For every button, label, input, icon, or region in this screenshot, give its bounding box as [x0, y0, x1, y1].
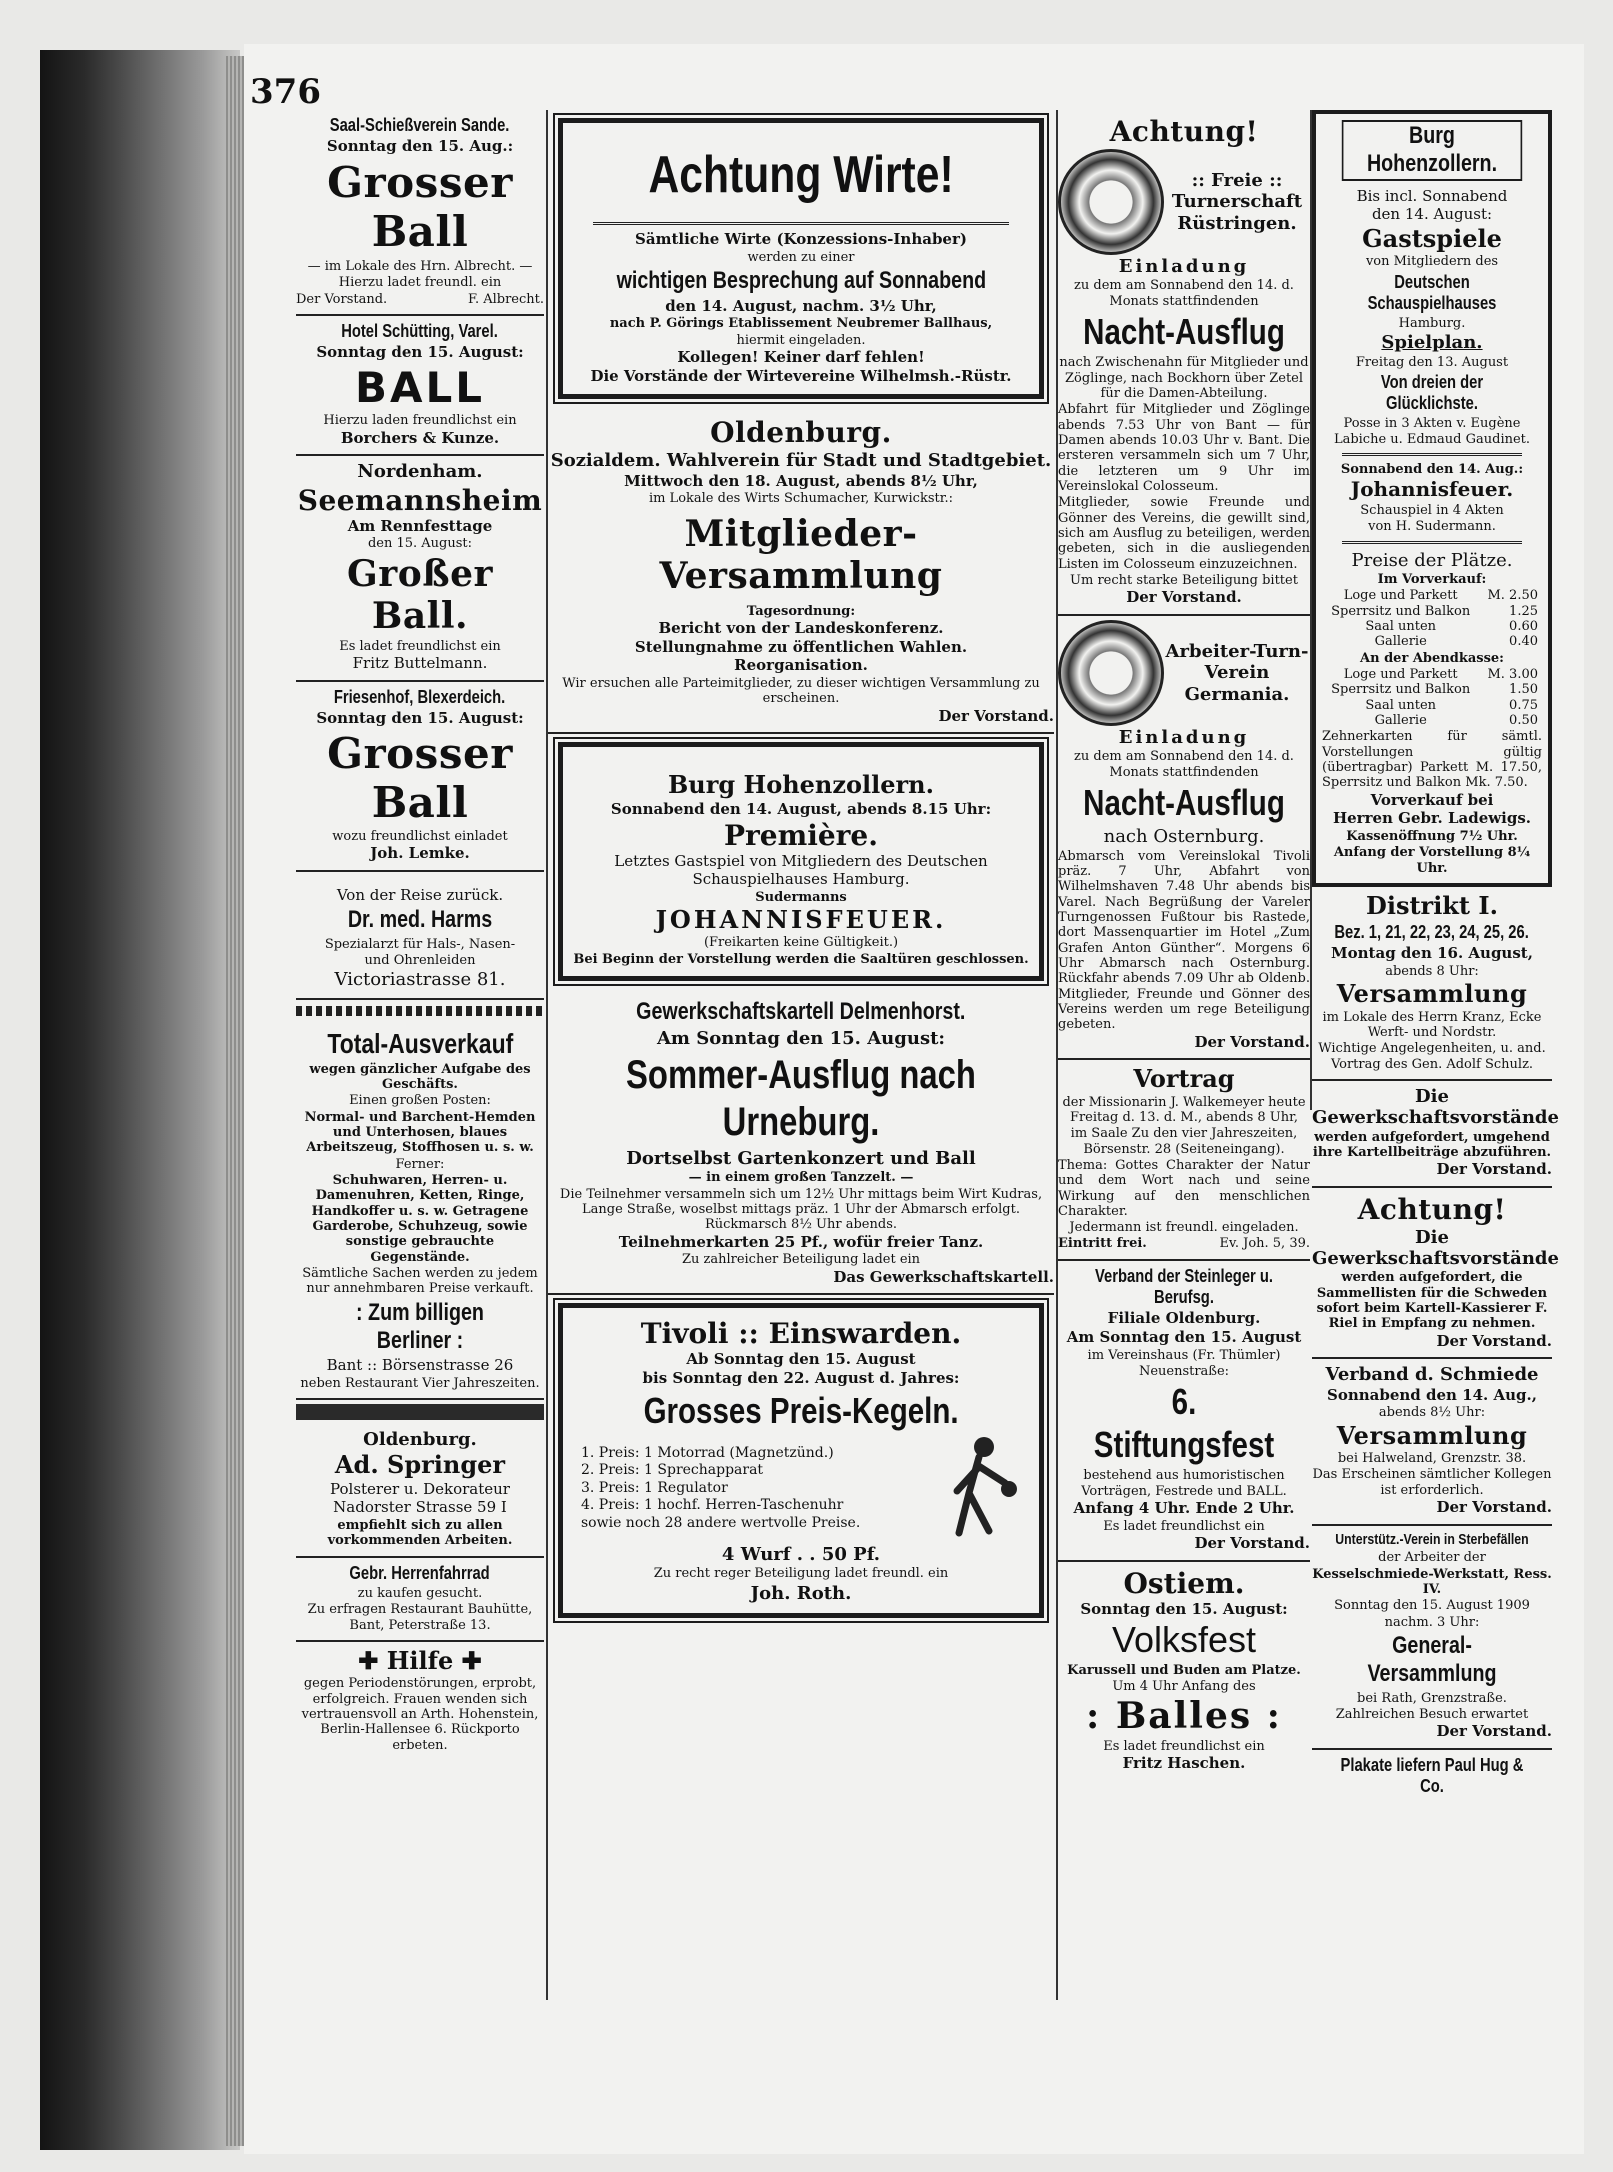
- table-cell: 0.75: [1509, 697, 1538, 713]
- column-4: [1312, 110, 1559, 1804]
- ad-sign: Borchers & Kunze.: [340, 428, 500, 447]
- ad-text: Kollegen! Keiner darf fehlen!: [677, 348, 925, 367]
- ad-text: Karussell und Buden am Platze.: [1067, 1662, 1301, 1678]
- ad-sign: Joh. Lemke.: [370, 844, 470, 863]
- ad-burg-hohenzollern-premiere: [558, 742, 1044, 981]
- prize-item: 3. Preis: 1 Regulator: [581, 1479, 728, 1496]
- ad-headline: 6. Stiftungsfest: [1093, 1381, 1275, 1465]
- ad-text: den 14. August, nachm. 3½ Uhr,: [665, 296, 937, 315]
- prize-item: 2. Preis: 1 Sprechapparat: [581, 1462, 764, 1479]
- ad-text: den 14. August:: [1371, 205, 1493, 224]
- ad-text: Kassenöffnung 7½ Uhr.: [1346, 828, 1518, 844]
- ad-text: Um recht starke Beteiligung bittet: [1070, 572, 1298, 588]
- ad-text: Eintritt frei.: [1058, 1236, 1147, 1252]
- ad-text: Vorverkauf bei: [1370, 790, 1494, 809]
- ad-text: Preise der Plätze.: [1351, 549, 1513, 571]
- ad-title: Die Gewerkschaftsvorstände: [1312, 1086, 1559, 1129]
- ad-headline: Gastspiele: [1362, 224, 1502, 253]
- ad-text: nach Zwischenahn für Mitglieder und Zöglinge, nach Bockhorn über Zetel für die Damen-Abteilung.: [1059, 355, 1309, 402]
- ad-text: Mitglieder, sowie Freunde und Gönner des Vereins, die gewillt sind, sich am Ausflug zu beteiligen, werden gebeten, sich in die ausliegenden Listen im Colosseum einzuzeichnen.: [1058, 495, 1310, 572]
- ad-text: Abfahrt für Mitglieder und Zöglinge abends 7.53 Uhr von Bant — für Damen abends 10.03 Uhr v. Bant. Die ersteren versammeln sich um 7 Uhr, die letzteren um 9 Uhr im Vereinslokal Colosseum.: [1058, 402, 1310, 495]
- ad-text: :: Freie :: Turnerschaft Rüstringen.: [1171, 170, 1303, 234]
- club-emblem-icon: [1058, 149, 1164, 255]
- ad-text: Schauspiel in 4 Akten: [1360, 503, 1504, 519]
- ad-text: Zehnerkarten für sämtl. Vorstellungen gültig (übertragbar) Parkett M. 17.50, Sperrsitz und Balkon Mk. 7.50.: [1322, 729, 1542, 791]
- ad-text: zu dem am Sonnabend den 14. d. Monats stattfindenden: [1074, 278, 1294, 309]
- ad-text: Sonntag den 15. August:: [1080, 1599, 1288, 1618]
- ad-text: Zu recht reger Beteiligung ladet freundl. ein: [653, 1566, 949, 1582]
- ad-text: empfiehlt sich zu allen vorkommenden Arbeiten.: [327, 1518, 513, 1549]
- ad-text: zu kaufen gesucht.: [357, 1586, 483, 1602]
- ad-headline: : Zum billigen Berliner :: [356, 1298, 484, 1354]
- rule: [1342, 541, 1522, 544]
- ad-title: Verband d. Schmiede: [1325, 1364, 1539, 1386]
- ad-unterstuetzungsverein: [1312, 1526, 1552, 1750]
- table-cell: Sperrsitz und Balkon: [1331, 603, 1471, 619]
- ad-text: Spielplan.: [1381, 332, 1483, 354]
- ad-date: Sonntag den 15. August:: [316, 708, 524, 727]
- ad-text: Hierzu laden freundlichst ein: [323, 413, 517, 429]
- ad-text: Am Rennfesttage: [347, 516, 493, 535]
- ad-sign: Der Vorstand.: [296, 291, 388, 307]
- ad-text: Ab Sonntag den 15. August: [686, 1350, 916, 1369]
- rule: [593, 222, 1009, 225]
- ad-headline: Nacht-Ausflug: [1083, 781, 1285, 823]
- ad-gewerkschaftsvorstaende: [1312, 1081, 1559, 1188]
- ad-text: Wichtige Angelegenheiten, u. and. Vortrag des Gen. Adolf Schulz.: [1318, 1041, 1546, 1072]
- ad-text: Sonnabend den 14. Aug.:: [1340, 462, 1524, 478]
- ad-text: bei Rath, Grenzstraße.: [1357, 1690, 1507, 1706]
- ad-achtung-wirte: [558, 118, 1044, 399]
- price-table: [1322, 588, 1542, 649]
- ad-text: Tagesordnung:: [746, 603, 856, 619]
- ad-verband-schmiede: [1312, 1359, 1552, 1525]
- ad-text: Bant :: Börsenstrasse 26: [326, 1356, 514, 1375]
- ad-sign: Der Vorstand.: [1194, 1533, 1310, 1552]
- ad-steinleger: [1058, 1261, 1310, 1562]
- ad-title: Verband der Steinleger u. Berufsg.: [1094, 1265, 1273, 1308]
- ad-title: Achtung!: [1109, 115, 1259, 148]
- ad-text: (Freikarten keine Gültigkeit.): [703, 935, 899, 951]
- ad-text: Anfang 4 Uhr. Ende 2 Uhr.: [1073, 1498, 1295, 1517]
- ad-hotel-schuetting: [296, 316, 544, 456]
- ad-nordenham: [296, 456, 544, 681]
- ad-saal-schiessverein: [296, 110, 544, 316]
- ad-text: nach P. Görings Etablissement Neubremer Ballhaus,: [609, 316, 993, 332]
- ad-gewerkschaftskartell-delmenhorst: [548, 993, 1054, 1295]
- ad-sign: Der Vorstand.: [1436, 1722, 1552, 1741]
- ad-title: Distrikt I.: [1366, 890, 1498, 920]
- ad-text: Dortselbst Gartenkonzert und Ball: [626, 1147, 976, 1169]
- ad-text: Neuenstraße:: [1138, 1363, 1230, 1379]
- ad-headline: JOHANNISFEUER.: [655, 905, 947, 935]
- ad-text: Teilnehmerkarten 25 Pf., wofür freier Tanz.: [618, 1232, 984, 1251]
- ornament-rule: [296, 1404, 544, 1420]
- ad-title: Saal-Schießverein Sande.: [330, 115, 510, 135]
- ad-text: Ferner:: [395, 1156, 445, 1172]
- ad-text: Sozialdem. Wahlverein für Stadt und Stadtgebiet.: [550, 450, 1052, 472]
- ad-text: abends 8½ Uhr:: [1378, 1405, 1486, 1421]
- bowler-illustration-icon: [939, 1433, 1029, 1543]
- ad-text: Abmarsch vom Vereinslokal Tivoli präz. 7 Uhr, Abfahrt von Wilhelmshaven 7.48 Uhr abends bis Varel. Nach Begrüßung der Vareler Turngenossen Fußtour bis Rastede, dort Massenquartier im Hotel „Zum Grafen Anton Günther“. Morgens 6 Uhr Abmarsch nach Osternburg. Rückfahr abends 7.09 Uhr ab Oldenb. Mitglieder, Freunde und Gönner des Vereins werden um rege Beteiligung gebeten.: [1058, 848, 1310, 1033]
- ad-springer: [296, 1424, 544, 1558]
- ad-text: bei Halweland, Grenzstr. 38.: [1337, 1450, 1527, 1466]
- page-stack-edge: [226, 56, 244, 2146]
- ad-text: Jedermann ist freundl. eingeladen.: [1069, 1220, 1299, 1236]
- ad-title: Oldenburg.: [363, 1429, 477, 1451]
- table-cell: 1.50: [1509, 682, 1538, 698]
- ad-text: und Ohrenleiden: [364, 953, 476, 969]
- ad-text: bis Sonntag den 22. August d. Jahres:: [642, 1368, 960, 1387]
- ad-text: im Saale Zu den vier Jahreszeiten, Börsenstr. 28 (Seiteneingang).: [1070, 1126, 1298, 1157]
- ad-text: Polsterer u. Dekorateur: [330, 1479, 510, 1498]
- ad-distrikt: [1312, 887, 1552, 1081]
- ad-text: Sämtliche Wirte (Konzessions-Inhaber): [635, 230, 967, 249]
- ad-headline: Sommer-Ausflug nach Urneburg.: [626, 1052, 976, 1144]
- ad-sign: Der Vorstand.: [938, 706, 1054, 725]
- ad-text: gegen Periodenstörungen, erprobt, erfolgreich. Frauen wenden sich vertrauensvoll an Arth. Hohenstein, Berlin-Hallensee 6. Rückporto erbeten.: [301, 1676, 539, 1753]
- ad-text: Nadorster Strasse 59 I: [333, 1498, 507, 1517]
- ad-text: Um 4 Uhr Anfang des: [1112, 1679, 1256, 1695]
- ad-text: Am Sonntag den 15. August: [1066, 1327, 1302, 1346]
- ad-date: Sonntag den 15. Aug.:: [326, 137, 514, 156]
- ad-sign: Fritz Haschen.: [1122, 1754, 1246, 1773]
- ad-text: Kesselschmiede-Werkstatt, Ress. IV.: [1312, 1566, 1552, 1597]
- ad-title: Hotel Schütting, Varel.: [341, 321, 499, 341]
- ad-text: An der Abendkasse:: [1360, 650, 1504, 666]
- price-table: [1322, 667, 1542, 728]
- ad-headline: BALL: [354, 362, 486, 412]
- ad-text: Filiale Oldenburg.: [1107, 1309, 1261, 1328]
- ad-text: sowie noch 28 andere wertvolle Preise.: [581, 1514, 861, 1531]
- ad-text: Zu zahlreicher Beteiligung ladet ein: [681, 1252, 921, 1268]
- ad-freie-turnerschaft: [1058, 110, 1310, 616]
- ad-sign: Der Vorstand.: [1436, 1497, 1552, 1516]
- ad-text: Einen großen Posten:: [349, 1093, 491, 1109]
- ad-text: Von dreien der Glücklichste.: [1380, 372, 1484, 414]
- ad-title: Plakate liefern Paul Hug & Co.: [1340, 1754, 1524, 1797]
- ad-sign: Der Vorstand.: [1126, 588, 1242, 607]
- ad-text: im Lokale des Wirts Schumacher, Kurwickstr.:: [648, 491, 954, 507]
- ad-text: Montag den 16. August,: [1331, 944, 1533, 963]
- ad-text: Mittwoch den 18. August, abends 8½ Uhr,: [624, 471, 978, 490]
- ad-title: Ostiem.: [1123, 1566, 1245, 1600]
- ad-sign: F. Albrecht.: [467, 291, 544, 307]
- ad-plakate: [1312, 1750, 1552, 1804]
- ad-text: hiermit eingeladen.: [736, 332, 866, 348]
- ad-text: Wir ersuchen alle Parteimitglieder, zu dieser wichtigen Versammlung zu erscheinen.: [562, 676, 1040, 707]
- ad-headline: Total-Ausverkauf: [327, 1027, 513, 1059]
- ad-sign: Fritz Buttelmann.: [352, 654, 488, 673]
- ad-text: — in einem großen Tanzzelt. —: [688, 1170, 914, 1186]
- ad-sign: Der Vorstand.: [1194, 1032, 1310, 1051]
- ad-title: Gebr. Herrenfahrrad: [349, 1562, 491, 1583]
- ad-text: der Arbeiter der: [1378, 1550, 1486, 1566]
- ad-title: Nordenham.: [357, 461, 483, 483]
- ad-text: Sämtliche Sachen werden zu jedem nur annehmbaren Preise verkauft.: [302, 1265, 538, 1297]
- ad-tivoli-einswarden: [558, 1303, 1044, 1618]
- ad-title: Unterstütz.-Verein in Sterbefällen: [1335, 1530, 1529, 1548]
- ad-title: Tivoli :: Einswarden.: [640, 1317, 962, 1351]
- table-cell: 0.50: [1509, 712, 1538, 728]
- table-cell: Saal unten: [1365, 697, 1437, 713]
- ad-text: abends 8 Uhr:: [1385, 964, 1479, 980]
- ad-text: Ev. Joh. 5, 39.: [1219, 1236, 1310, 1252]
- ad-headline: Grosser Ball: [327, 728, 513, 828]
- ad-text: Hamburg.: [1398, 316, 1466, 332]
- ad-sign: Joh. Roth.: [750, 1582, 852, 1604]
- ad-headline: Dr. med. Harms: [347, 906, 493, 934]
- ad-text: Es ladet freundlichst ein: [1103, 1738, 1265, 1754]
- ad-text: Die Gewerkschaftsvorstände: [1312, 1226, 1559, 1270]
- ad-hilfe: [296, 1642, 544, 1760]
- ad-headline: Nacht-Ausflug: [1083, 310, 1285, 352]
- ad-text: Die Teilnehmer versammeln sich um 12½ Uhr mittags beim Wirt Kudras, Lange Straße, woselbst mittags präz. 1 Uhr der Abmarsch erfolgt. Rückmarsch 8½ Uhr abends.: [559, 1186, 1043, 1233]
- ad-text: neben Restaurant Vier Jahreszeiten.: [300, 1375, 540, 1391]
- table-cell: 0.60: [1509, 618, 1538, 634]
- ad-vortrag: [1058, 1060, 1310, 1261]
- ad-text: von H. Sudermann.: [1368, 519, 1496, 535]
- ad-text: Arbeiter-Turn-Verein Germania.: [1165, 641, 1309, 705]
- page-number: 376: [250, 72, 321, 112]
- table-cell: 0.40: [1509, 634, 1538, 650]
- ad-text: Zahlreichen Besuch erwartet: [1335, 1706, 1529, 1722]
- ad-text: Thema: Gottes Charakter der Natur und dem Wort nach und seine Wirkung auf den menschlichen Charakter.: [1058, 1157, 1310, 1219]
- ad-title: Friesenhof, Blexerdeich.: [334, 686, 506, 707]
- ad-text: Bis incl. Sonnabend: [1356, 186, 1508, 205]
- ad-text: — im Lokale des Hrn. Albrecht. —: [307, 259, 533, 275]
- table-cell: Gallerie: [1374, 634, 1427, 650]
- ad-text: zu dem am Sonnabend den 14. d. Monats stattfindenden: [1074, 749, 1294, 780]
- ad-burg-hohenzollern-gastspiele: [1312, 110, 1552, 887]
- ad-achtung-sammellisten: [1312, 1188, 1559, 1360]
- ad-title: Gewerkschaftskartell Delmenhorst.: [636, 998, 966, 1026]
- ad-headline: : Balles :: [1086, 1695, 1282, 1738]
- ad-text: Johannisfeuer.: [1350, 477, 1514, 502]
- ad-headline: Ad. Springer: [334, 1450, 506, 1480]
- ad-headline: Mitglieder-Versammlung: [659, 512, 943, 598]
- table-cell: Loge und Parkett: [1343, 666, 1458, 682]
- ad-text: Schuhwaren, Herren- u. Damenuhren, Ketten, Ringe, Handkoffer u. s. w. Getragene Garderobe, Schuhzeug, sowie sonstige gebrauchte Gegenstände.: [311, 1172, 529, 1265]
- ad-title: Achtung!: [1357, 1192, 1507, 1226]
- ad-text: im Vereinshaus (Fr. Thümler): [1087, 1347, 1281, 1363]
- ad-text: Am Sonntag den 15. August:: [656, 1028, 946, 1050]
- rule: [1342, 453, 1522, 456]
- ad-text: Es ladet freundlichst ein: [1103, 1518, 1265, 1534]
- ad-title: Vortrag: [1133, 1064, 1235, 1094]
- ad-text: Spezialarzt für Hals-, Nasen-: [324, 936, 516, 952]
- ad-text: werden aufgefordert, die Sammellisten für die Schweden sofort beim Kartell-Kassierer F. Riel in Empfang zu nehmen.: [1316, 1270, 1548, 1332]
- ad-date: Sonntag den 15. August:: [316, 343, 524, 362]
- ad-headline: Versammlung: [1336, 979, 1528, 1009]
- ad-text: Anfang der Vorstellung 8¼ Uhr.: [1333, 845, 1531, 876]
- ad-title: ✚ Hilfe ✚: [358, 1646, 482, 1676]
- ad-text: wegen gänzlicher Aufgabe des Geschäfts.: [309, 1061, 531, 1092]
- ad-headline: Versammlung: [1336, 1420, 1528, 1450]
- ad-text: Hierzu ladet freundl. ein: [338, 275, 502, 291]
- ad-friesenhof: [296, 682, 544, 872]
- ad-text: 4 Wurf . . 50 Pf.: [721, 1544, 881, 1566]
- ad-text: Sonnabend den 14. August, abends 8.15 Uhr:: [610, 799, 992, 818]
- ad-text: im Lokale des Herrn Kranz, Ecke Werft- und Nordstr.: [1322, 1009, 1542, 1041]
- ad-text: wichtigen Besprechung auf Sonnabend: [616, 267, 986, 295]
- ad-ostiem: [1058, 1562, 1310, 1780]
- column-2: [548, 110, 1054, 1630]
- ad-text: Reorganisation.: [734, 656, 868, 675]
- ad-text: Bez. 1, 21, 22, 23, 24, 25, 26.: [1334, 922, 1530, 943]
- ad-dr-harms: [296, 872, 544, 1000]
- ad-text: Deutschen Schauspielhauses: [1367, 271, 1497, 313]
- ad-text: Herren Gebr. Ladewigs.: [1332, 809, 1532, 828]
- club-emblem-icon: [1058, 620, 1164, 726]
- table-cell: Gallerie: [1374, 712, 1427, 728]
- table-cell: M. 3.00: [1487, 666, 1538, 682]
- ad-text: Letztes Gastspiel von Mitgliedern des Deutschen Schauspielhauses Hamburg.: [614, 852, 988, 889]
- ad-germania: [1058, 616, 1310, 1060]
- ad-sign: Das Gewerkschaftskartell.: [833, 1267, 1054, 1286]
- ad-text: werden zu einer: [747, 250, 855, 266]
- ad-text: Stellungnahme zu öffentlichen Wahlen.: [634, 637, 968, 656]
- ad-text: den 15. August:: [367, 536, 473, 552]
- ad-sign: Die Vorstände der Wirtevereine Wilhelmsh.-Rüstr.: [590, 366, 1012, 385]
- ad-text: Sonntag den 15. August 1909: [1334, 1598, 1530, 1614]
- table-cell: M. 2.50: [1487, 588, 1538, 604]
- ad-ausverkauf: [296, 1022, 544, 1401]
- table-cell: Sperrsitz und Balkon: [1331, 682, 1471, 698]
- ad-text: nach Osternburg.: [1103, 826, 1265, 848]
- ornament-rule: [296, 1006, 544, 1016]
- ad-text: Bericht von der Landeskonferenz.: [658, 618, 944, 637]
- ad-text: Einladung: [1118, 256, 1250, 278]
- ad-text: Sudermanns: [755, 889, 847, 905]
- ad-headline: Première.: [723, 819, 878, 853]
- prize-item: 4. Preis: 1 hochf. Herren-Taschenuhr: [581, 1497, 844, 1514]
- table-cell: 1.25: [1509, 603, 1538, 619]
- ad-headline: Achtung Wirte!: [648, 146, 954, 204]
- ad-text: Sonnabend den 14. Aug.,: [1327, 1385, 1537, 1404]
- ad-text: wozu freundlichst einladet: [332, 828, 508, 844]
- ad-text: Freitag den 13. August: [1355, 354, 1509, 370]
- ad-text: Von der Reise zurück.: [336, 885, 504, 904]
- ad-title: Burg Hohenzollern.: [1342, 120, 1522, 181]
- table-cell: Saal unten: [1365, 618, 1437, 634]
- ad-title: Oldenburg.: [710, 416, 892, 450]
- ad-text: Bei Beginn der Vorstellung werden die Saaltüren geschlossen.: [573, 951, 1029, 967]
- ad-herrenfahrrad: [296, 1558, 544, 1642]
- ad-text: Einladung: [1118, 727, 1250, 748]
- ad-sign: Der Vorstand.: [1436, 1331, 1552, 1350]
- ad-text: bestehend aus humoristischen Vorträgen, Festrede und BALL.: [1081, 1468, 1287, 1499]
- ad-text: Posse in 3 Akten v. Eugène Labiche u. Edmaud Gaudinet.: [1333, 416, 1531, 447]
- ad-text: der Missionarin J. Walkemeyer heute Freitag d. 13. d. M., abends 8 Uhr,: [1062, 1094, 1306, 1125]
- ad-text: Das Erscheinen sämtlicher Kollegen ist erforderlich.: [1312, 1467, 1552, 1498]
- ad-text: Normal- und Barchent-Hemden und Unterhosen, blaues Arbeitszeug, Stoffhosen u. s. w.: [304, 1109, 536, 1156]
- ad-text: Es ladet freundlichst ein: [339, 638, 501, 654]
- ad-text: nachm. 3 Uhr:: [1384, 1614, 1480, 1630]
- table-cell: Loge und Parkett: [1343, 588, 1458, 604]
- column-3: [1058, 110, 1310, 1780]
- ad-title: Burg Hohenzollern.: [668, 770, 934, 800]
- ad-text: werden aufgefordert, umgehend ihre Kartellbeiträge abzuführen.: [1312, 1129, 1552, 1160]
- ad-headline: General-Versammlung: [1367, 1631, 1497, 1688]
- book-binding: [40, 50, 240, 2150]
- ad-headline: Volksfest: [1111, 1619, 1257, 1661]
- ad-headline: Seemannsheim: [297, 483, 543, 517]
- ad-sign: Der Vorstand.: [1436, 1160, 1552, 1179]
- ad-text: Victoriastrasse 81.: [334, 969, 506, 991]
- ad-text: Zu erfragen Restaurant Bauhütte, Bant, Peterstraße 13.: [307, 1602, 533, 1633]
- ad-headline: Großer Ball.: [347, 552, 493, 638]
- ad-headline: Grosser Ball: [327, 157, 513, 257]
- column-1: [296, 110, 544, 1760]
- prize-item: 1. Preis: 1 Motorrad (Magnetzünd.): [581, 1444, 834, 1461]
- ad-oldenburg-wahlverein: [548, 411, 1054, 734]
- ad-text: von Mitgliedern des: [1365, 254, 1499, 270]
- ad-headline: Grosses Preis-Kegeln.: [643, 1389, 959, 1431]
- ad-text: Im Vorverkauf:: [1377, 571, 1487, 587]
